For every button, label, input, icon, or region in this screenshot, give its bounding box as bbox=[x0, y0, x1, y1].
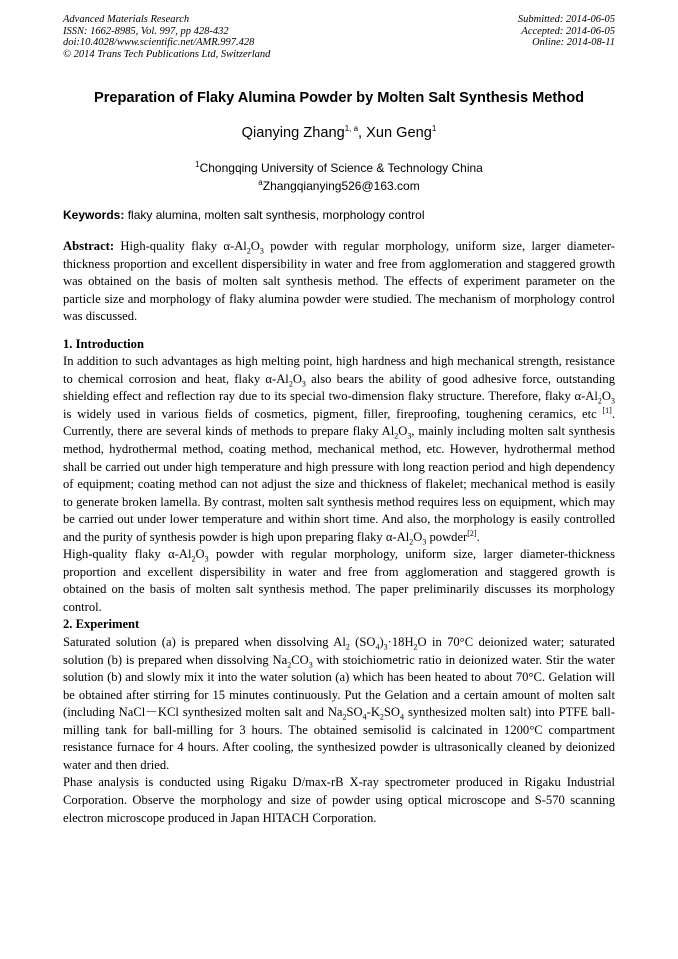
paper-body bbox=[63, 238, 615, 827]
affiliation-sup: 1 bbox=[195, 160, 200, 169]
introduction-paragraph-2: High-quality flaky $\alpha-Al_2O_3$ powder with regular morphology, uniform size, larger diameter-thickness proportion and excellent dispersibility in water and free from agglomeration and staggered growth is obtained on the basis of molten salt synthesis method. The paper preliminarily discusses its morphology control. bbox=[63, 547, 615, 614]
author-line bbox=[40, 125, 638, 141]
abstract-paragraph: Abstract: High-quality flaky $\alpha-Al_2O_3$ powder with regular morphology, uniform size, larger diameter-thickness proportion and excellent dispersibility in water and free from agglomeration and staggered growth was obtained on the basis of molten salt synthesis method. The effects of experiment parameter on the particle size and morphology of flaky alumina powder were studied. The mechanism of morphology control was discussed. bbox=[63, 239, 615, 324]
section-heading-introduction: 1. Introduction bbox=[63, 336, 144, 351]
author-separator: , bbox=[358, 125, 367, 141]
keywords-line bbox=[63, 208, 615, 222]
issn-line: ISSN: 1662-8985, Vol. 997, pp 428-432 bbox=[63, 25, 229, 37]
keywords-label: Keywords: bbox=[63, 208, 125, 222]
dates-header bbox=[518, 14, 615, 49]
email-text: Zhangqianying526@163.com bbox=[262, 178, 420, 193]
email-sup: a bbox=[258, 177, 263, 187]
copyright-line: © 2014 Trans Tech Publications Ltd, Switzerland bbox=[63, 48, 271, 60]
author-2-sup: 1 bbox=[431, 124, 437, 134]
paper-title: Preparation of Flaky Alumina Powder by Molten Salt Synthesis Method bbox=[93, 90, 585, 106]
introduction-paragraph-1: In addition to such advantages as high melting point, high hardness and high mechanical strength, resistance to chemical corrosion and heat, flaky $\alpha-Al_2O_3$ also bears the ability of good adhesive force, outstanding shielding effect and reflection ray due to its special two-dimension flaky structure. Therefore, flaky $\alpha-Al_2O_3$ is widely used in various fields of cosmetics, pigment, filler, fireproofing, toughening ceramics, etc [1]. Currently, there are several kinds of methods to prepare flaky $Al_2O_3$, mainly including molten salt synthesis method, hydrothermal method, coating method, mechanical method, etc. However, hydrothermal method shall be carried out under high temperature and high pressure with long reaction period and high dependency of equipment; coating method can not adjust the size and thickness of flakelet; mechanical method is easily to generate broken lamella. By contrast, molten salt synthesis method requires less on equipment, which may be carried out under lower temperature and within short time. And also, the morphology is easily controlled and the purity of synthesis powder is high upon preparing flaky $\alpha-Al_2O_3$ powder[2]. bbox=[63, 354, 615, 547]
affiliation-email bbox=[40, 178, 638, 196]
experiment-paragraph-1: Saturated solution (a) is prepared when dissolving $Al_2$ $(SO_4)_3\cdot 18H_2O$ in 70°C deionized water; saturated solution (b) is prepared when dissolving $Na_2CO_3$ with stoichiometric ratio in deionized water. Stir the water solution (b) and slowly mix it into the water solution (a) which has been heated to about 70°C. Gelation will be obtained after stirring for 15 minutes continuously. Put the Gelation and a certain amount of molten salt (including NaCl－KCl synthesized molten salt and $Na_2SO_4-K_2SO_4$ synthesized molten salt) into PTFE ball-milling tank for ball-milling for 3 hours. The obtained semisolid is calcinated in 1200°C compartment resistance furnace for 4 hours. After cooling, the synthesized powder is ultrasonically cleaned by deionized water and then dried. bbox=[63, 635, 615, 772]
journal-header bbox=[63, 14, 270, 60]
affiliation-org bbox=[40, 160, 638, 178]
keywords-text: flaky alumina, molten salt synthesis, morphology control bbox=[124, 208, 425, 222]
experiment-paragraph-2: Phase analysis is conducted using Rigaku D/max-rB X-ray spectrometer produced in Rigaku Industrial Corporation. Observe the morphology and size of powder using optical microscope and S-570 scanning electron microscope produced in Japan HITACH Corporation. bbox=[63, 775, 615, 825]
author-1: Qianying Zhang bbox=[241, 125, 345, 141]
affiliation-block bbox=[40, 160, 638, 195]
online-date: Online: 2014-08-11 bbox=[532, 37, 615, 49]
doi-line: doi:10.4028/www.scientific.net/AMR.997.428 bbox=[63, 37, 255, 49]
accepted-date: Accepted: 2014-06-05 bbox=[521, 25, 615, 37]
abstract-label: Abstract: bbox=[63, 239, 115, 253]
author-1-sup: 1, a bbox=[344, 124, 359, 134]
submitted-date: Submitted: 2014-06-05 bbox=[517, 14, 615, 25]
citation-2: [2] bbox=[467, 528, 477, 538]
author-2: Xun Geng bbox=[366, 125, 432, 141]
section-heading-experiment: 2. Experiment bbox=[63, 617, 140, 632]
citation-1: [1] bbox=[602, 405, 612, 415]
affiliation-text: Chongqing University of Science & Technology China bbox=[199, 161, 483, 175]
journal-name: Advanced Materials Research bbox=[63, 14, 190, 25]
